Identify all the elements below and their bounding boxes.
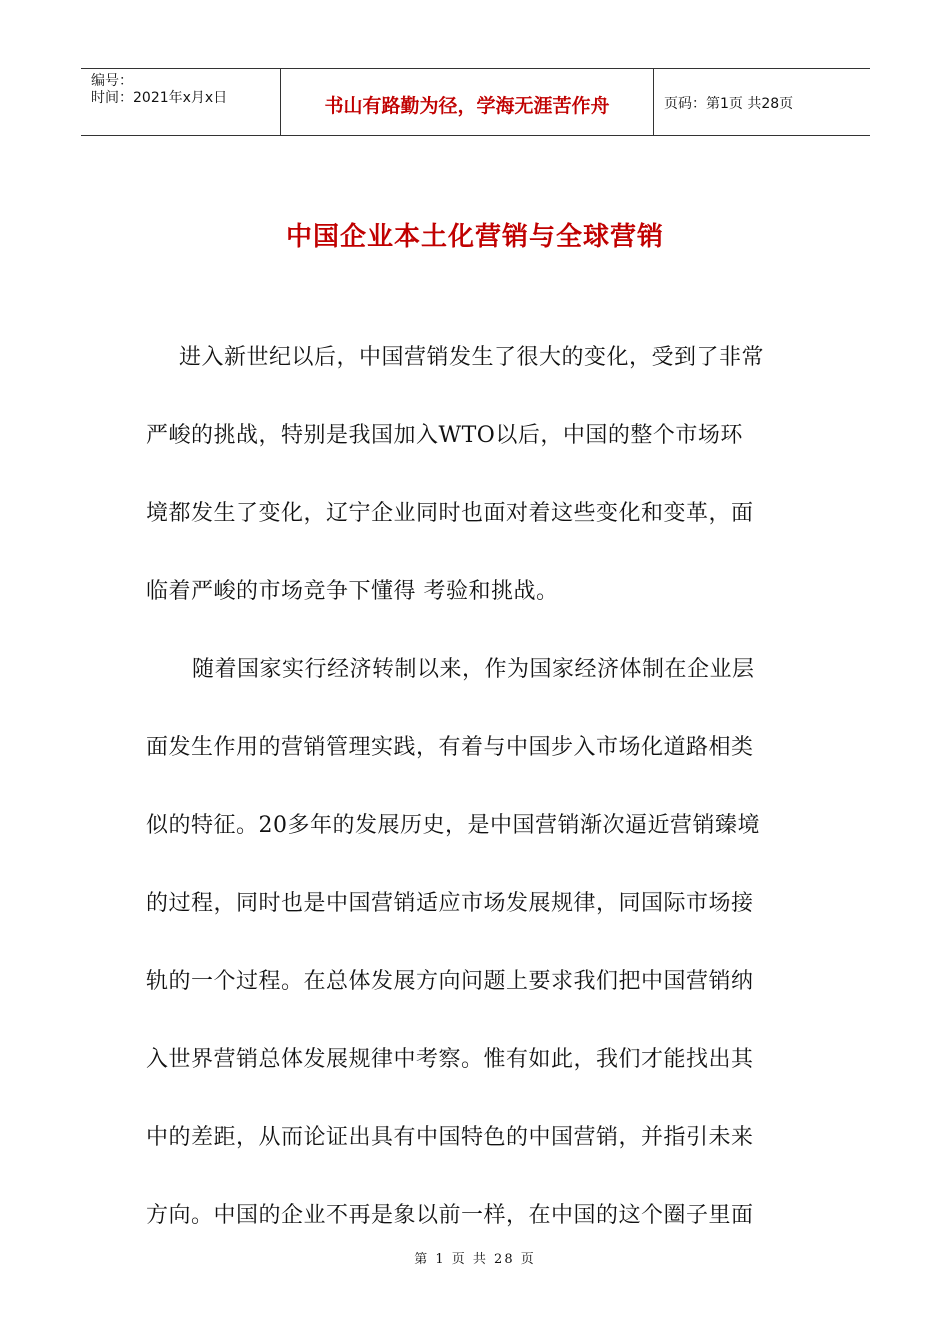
paragraph-line: 方向。中国的企业不再是象以前一样，在中国的这个圈子里面 — [146, 1203, 754, 1228]
paragraph-line: 入世界营销总体发展规律中考察。惟有如此，我们才能找出其 — [146, 1047, 754, 1072]
paragraph-line: 境都发生了变化，辽宁企业同时也面对着这些变化和变革，面 — [146, 501, 754, 526]
document-body — [146, 338, 806, 1274]
paragraph-line: 的过程，同时也是中国营销适应市场发展规律，同国际市场接 — [146, 891, 754, 916]
document-title: 中国企业本土化营销与全球营销 — [285, 222, 664, 252]
page-footer: 第 1 页 共 28 页 — [414, 1252, 536, 1267]
header-motto: 书山有路勤为径，学海无涯苦作舟 — [281, 69, 654, 135]
header-page-info: 页码：第1页 共28页 — [664, 96, 794, 112]
paragraph-line: 临着严峻的市场竞争下懂得 考验和挑战。 — [146, 579, 559, 604]
document-time-label: 时间：2021年x月x日 — [91, 90, 228, 106]
document-number-label: 编号： — [91, 73, 133, 89]
paragraph-line: 面发生作用的营销管理实践，有着与中国步入市场化道路相类 — [146, 735, 754, 760]
document-header — [81, 68, 870, 136]
paragraph-line: 轨的一个过程。在总体发展方向问题上要求我们把中国营销纳 — [146, 969, 754, 994]
paragraph-line: 进入新世纪以后，中国营销发生了很大的变化，受到了非常 — [179, 345, 765, 370]
header-meta-cell — [81, 69, 281, 135]
paragraph-line: 中的差距，从而论证出具有中国特色的中国营销，并指引未来 — [146, 1125, 754, 1150]
paragraph-line: 随着国家实行经济转制以来，作为国家经济体制在企业层 — [192, 657, 755, 682]
paragraph-line: 严峻的挑战，特别是我国加入WTO以后，中国的整个市场环 — [146, 423, 743, 448]
paragraph-line: 似的特征。20多年的发展历史，是中国营销渐次逼近营销臻境 — [146, 813, 760, 838]
